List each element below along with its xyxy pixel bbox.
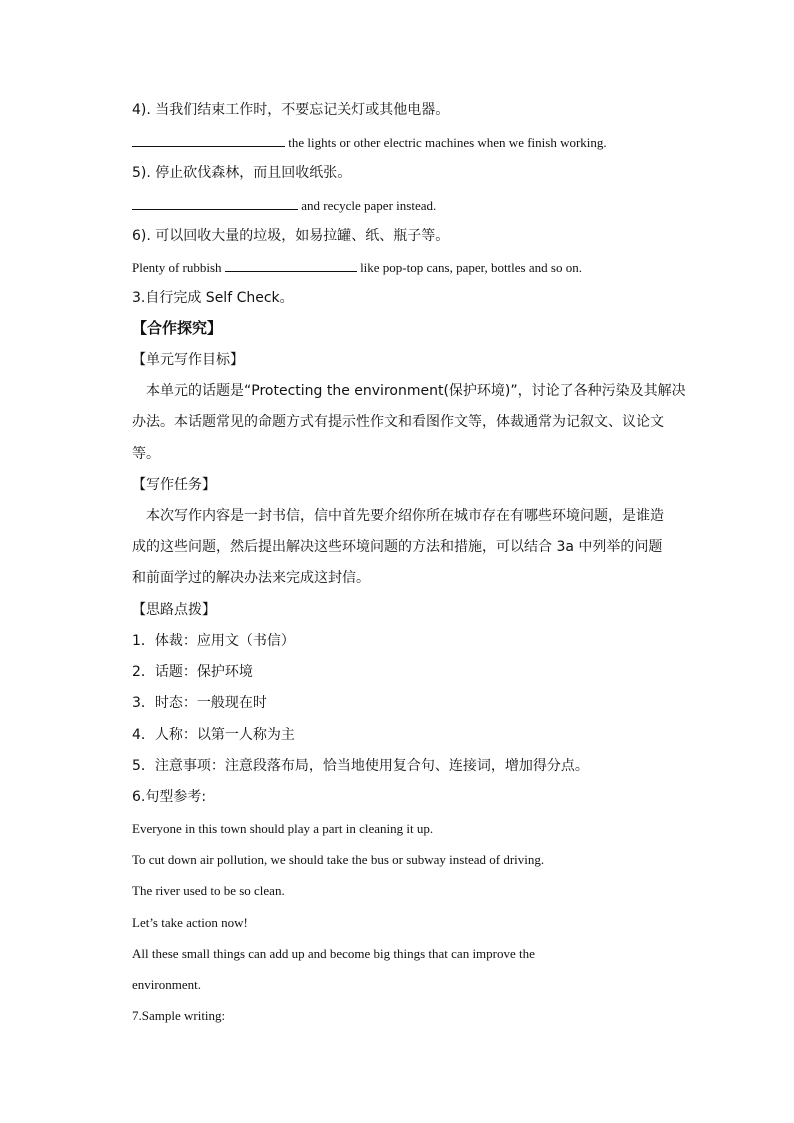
task-paragraph-line-3: 和前面学过的解决办法来完成这封信。 bbox=[132, 570, 370, 586]
answer-blank[interactable] bbox=[132, 195, 298, 210]
tip-item: 1．体裁：应用文（书信） bbox=[132, 633, 295, 649]
tip-item: 5．注意事项：注意段落布局，恰当地使用复合句、连接词，增加得分点。 bbox=[132, 758, 589, 774]
pattern-sentence: To cut down air pollution, we should take the bus or subway instead of driving. bbox=[132, 852, 545, 867]
answer-blank[interactable] bbox=[225, 257, 357, 272]
question-5-english-text: and recycle paper instead. bbox=[301, 198, 437, 213]
self-check-note: 3.自行完成 Self Check。 bbox=[132, 290, 294, 306]
goal-heading: 【单元写作目标】 bbox=[132, 352, 244, 368]
question-5-english bbox=[132, 195, 436, 216]
question-6-english-pre: Plenty of rubbish bbox=[132, 260, 222, 275]
tip-item: 2．话题：保护环境 bbox=[132, 664, 253, 680]
goal-paragraph-line-3: 等。 bbox=[132, 446, 160, 462]
question-5-chinese: 5). 停止砍伐森林，而且回收纸张。 bbox=[132, 165, 352, 181]
question-4-english bbox=[132, 132, 607, 153]
question-4-english-text: the lights or other electric machines when we finish working. bbox=[288, 135, 607, 150]
pattern-sentence: Let’s take action now! bbox=[132, 915, 248, 930]
tips-heading: 【思路点拨】 bbox=[132, 602, 216, 618]
answer-blank[interactable] bbox=[132, 132, 285, 147]
pattern-sentence: The river used to be so clean. bbox=[132, 883, 285, 898]
pattern-sentence-continued: environment. bbox=[132, 977, 201, 992]
pattern-sentence: Everyone in this town should play a part in cleaning it up. bbox=[132, 821, 434, 836]
question-6-chinese: 6). 可以回收大量的垃圾，如易拉罐、纸、瓶子等。 bbox=[132, 228, 450, 244]
tip-item: 4．人称：以第一人称为主 bbox=[132, 727, 295, 743]
goal-paragraph-line-2: 办法。本话题常见的命题方式有提示性作文和看图作文等，体裁通常为记叙文、议论文 bbox=[132, 414, 664, 430]
task-heading: 【写作任务】 bbox=[132, 477, 216, 493]
patterns-heading: 6.句型参考: bbox=[132, 789, 207, 805]
sample-writing-heading: 7.Sample writing: bbox=[132, 1008, 226, 1023]
section-title: 【合作探究】 bbox=[132, 319, 223, 337]
task-paragraph-line-1: 本次写作内容是一封书信，信中首先要介绍你所在城市存在有哪些环境问题，是谁造 bbox=[146, 508, 664, 524]
question-4-chinese: 4). 当我们结束工作时，不要忘记关灯或其他电器。 bbox=[132, 102, 450, 118]
question-6-english bbox=[132, 257, 582, 278]
task-paragraph-line-2: 成的这些问题，然后提出解决这些环境问题的方法和措施，可以结合 3a 中列举的问题 bbox=[132, 539, 663, 555]
tip-item: 3．时态：一般现在时 bbox=[132, 695, 267, 711]
goal-paragraph-line-1: 本单元的话题是“Protecting the environment(保护环境)”，讨论了各种污染及其解决 bbox=[146, 383, 686, 399]
pattern-sentence: All these small things can add up and become big things that can improve the bbox=[132, 946, 535, 961]
question-6-english-post: like pop-top cans, paper, bottles and so on. bbox=[360, 260, 582, 275]
